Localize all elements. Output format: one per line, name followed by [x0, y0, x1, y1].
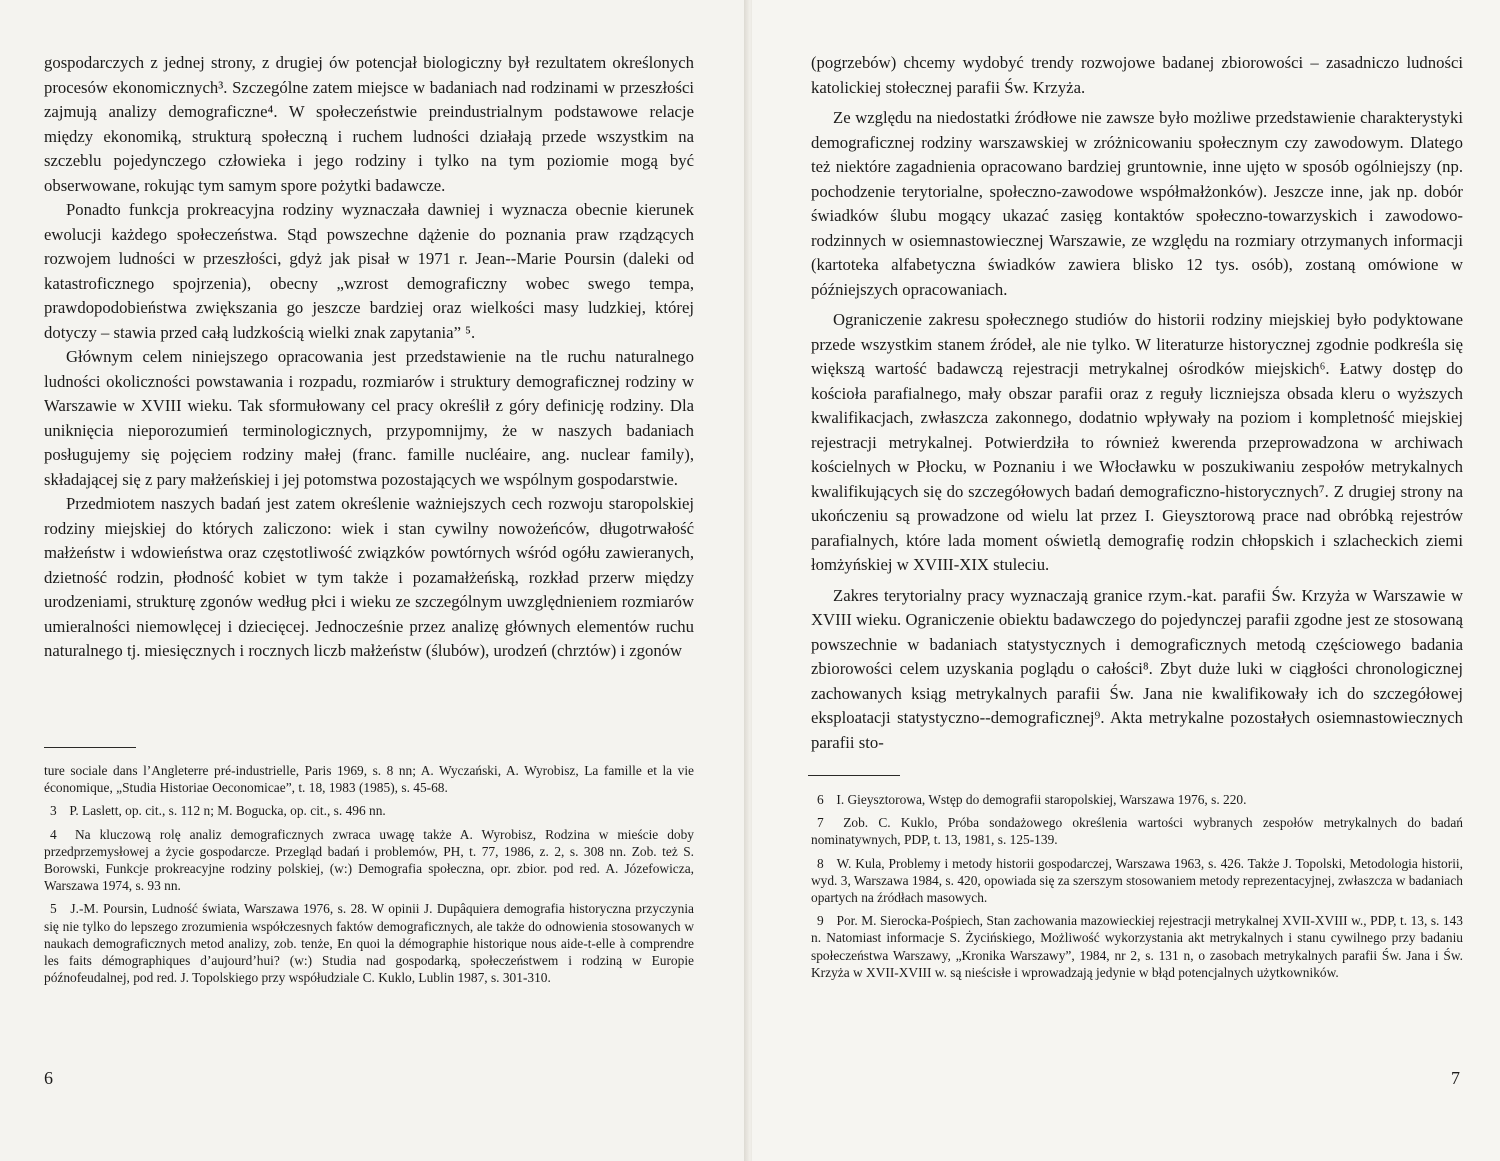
paragraph: gospodarczych z jednej strony, z drugiej ów potencjał biologiczny był rezultatem określonych procesów ekonomicznych³. Szczególne zatem miejsce w badaniach nad rodzinami w przeszłości zajmują analizy demograficzne⁴. W społeczeństwie preindustrialnym podstawowe relacje między ekonomiką, strukturą społeczną i ruchem ludności działają przede wszystkim na szczeblu pojedynczego człowieka i jego rodziny i tylko na tym poziomie mogą być obserwowane, rokując tym samym spore pożytki badawcze.	[44, 53, 694, 195]
footnote	[811, 912, 1463, 981]
right-main-text	[811, 51, 1463, 755]
paragraph: Ponadto funkcja prokreacyjna rodziny wyznaczała dawniej i wyznacza obecnie kierunek ewolucji każdego społeczeństwa. Stąd powszechne dążenie do poznania praw rządzących rozwojem ludności w przeszłości, gdyż jak pisał w 1971 r. Jean--Marie Poursin (daleki od katastroficznego spojrzenia), obecny „wzrost demograficzny wobec swego tempa, prawdopodobieństwa zwiększania go jeszcze bardziej oraz wielkości masy ludzkiej, której dotyczy – stawia przed całą ludzkością wielki znak zapytania” ⁵.	[44, 200, 694, 342]
footnote-text: Na kluczową rolę analiz demograficznych zwraca uwagę także A. Wyrobisz, Rodzina w mieście doby przedprzemysłowej a życie gospodarcze. Przegląd badań i problemów, PH, t. 77, 1986, z. 2, s. 308 nn. Zob. też S. Borowski, Funkcje prokreacyjne rodziny polskiej, (w:) Demografia społeczna, opr. zbior. pod red. A. Józefowicza, Warszawa 1974, s. 93 nn.	[44, 826, 694, 894]
footnote-number: 3	[50, 803, 57, 819]
footnote-number: 9	[817, 913, 824, 929]
footnote	[811, 814, 1463, 848]
paragraph: Zakres terytorialny pracy wyznaczają granice rzym.-kat. parafii Św. Krzyża w Warszawie w XVIII wieku. Ograniczenie obiektu badawczego do pojedynczej parafii zgodne jest ze stosowaną powszechnie w badaniach statystycznych i demograficznych metodą częściowego badania zbiorowości celem uzyskania poglądu o całości⁸. Zbyt duże luki w ciągłości chronologicznej zachowanych ksiąg metrykalnych parafii Św. Jana nie kwalifikowały ich do szczegółowej eksploatacji statystyczno--demograficznej⁹. Akta metrykalne pozostałych osiemnastowiecznych parafii sto-	[811, 585, 1463, 752]
footnote	[44, 762, 694, 796]
footnote-text: W. Kula, Problemy i metody historii gospodarczej, Warszawa 1963, s. 426. Także J. Topolski, Metodologia historii, wyd. 3, Warszawa 1984, s. 420, opowiada się za szerszym stosowaniem metody reprezentacyjnej, zwłaszcza w badaniach opartych na źródłach masowych.	[811, 855, 1463, 906]
paragraph: Przedmiotem naszych badań jest zatem określenie ważniejszych cech rozwoju staropolskiej rodziny miejskiej do których zaliczono: wiek i stan cywilny nowożeńców, długotrwałość małżeństw i wdowieństwa oraz częstotliwość związków powtórnych wśród ogółu zawieranych, dzietność rodzin, płodność kobiet w tym także i pozamałżeńską, rozkład przerw między urodzeniami, strukturę zgonów według płci i wieku ze szczególnym uwzględnieniem rozmiarów umieralności niemowlęcej i dziecięcej. Jednocześnie przez analizę głównych elementów ruchu naturalnego tj. miesięcznych i rocznych liczb małżeństw (ślubów), urodzeń (chrztów) i zgonów	[44, 494, 694, 660]
footnote-number: 5	[50, 901, 57, 917]
page-number: 7	[1451, 1068, 1460, 1088]
footnote-text: I. Gieysztorowa, Wstęp do demografii staropolskiej, Warszawa 1976, s. 220.	[836, 792, 1247, 807]
left-page	[0, 0, 748, 1161]
footnote-separator	[44, 747, 136, 748]
footnote-number: 4	[50, 826, 57, 842]
paragraph: Ze względu na niedostatki źródłowe nie zawsze było możliwe przedstawienie charakterystyki demograficznej rodziny warszawskiej w zróżnicowaniu społecznym czy zawodowym. Dlatego też niektóre zagadnienia opracowano bardziej gruntownie, inne ujęto w sposób ogólniejszy (np. pochodzenie terytorialne, społeczno-zawodowe współmałżonków). Jeszcze inne, jak np. dobór świadków ślubu mogący ukazać zasięg kontaktów społeczno-towarzyskich i zawodowo-rodzinnych w osiemnastowiecznej Warszawie, ze względu na rozmiary otrzymanych informacji (kartoteka alfabetyczna świadków zawiera blisko 12 tys. osób), zostaną omówione w późniejszych opracowaniach.	[811, 108, 1463, 299]
footnote	[811, 855, 1463, 907]
footnote-number: 6	[817, 792, 824, 807]
page-number: 6	[44, 1068, 53, 1088]
footnote	[44, 802, 694, 819]
paragraph: Głównym celem niniejszego opracowania jest przedstawienie na tle ruchu naturalnego ludności okoliczności powstawania i rozpadu, rozmiarów i struktury demograficznej rodziny w Warszawie w XVIII wieku. Tak sformułowany cel pracy określił z góry definicję rodziny. Dla uniknięcia nieporozumień terminologicznych, przypomnijmy, że w naszych badaniach posługujemy się pojęciem rodziny małej (franc. famille nucléaire, ang. nuclear family), składającej się z pary małżeńskiej i jej potomstwa pozostających we wspólnym gospodarstwie.	[44, 347, 694, 489]
footnote-text: Por. M. Sierocka-Pośpiech, Stan zachowania mazowieckiej rejestracji metrykalnej XVII-XVIII w., PDP, t. 13, s. 143 n. Natomiast informacje S. Życińskiego, Możliwość wykorzystania akt metrykalnych i stanu cywilnego przy badaniu społeczeństwa Warszawy, „Kronika Warszawy”, 1984, nr 2, s. 131 n, o zasobach metrykalnych parafii Św. Jana i Św. Krzyża w XVII-XVIII w. są nieścisłe i wprowadzają jedynie w błąd potencjalnych użytkowników.	[811, 913, 1463, 980]
right-footnotes	[811, 791, 1463, 987]
footnote-number: 8	[817, 855, 824, 871]
paragraph: Ograniczenie zakresu społecznego studiów do historii rodziny miejskiej było podyktowane przede wszystkim stanem źródeł, ale nie tylko. W literaturze historycznej zgodnie podkreśla się większą wartość badawczą rejestracji metrykalnej ośrodków miejskich⁶. Łatwy dostęp do kościoła parafialnego, mały obszar parafii oraz z reguły liczniejsza obsada kleru o wyższych kwalifikacjach, zwłaszcza zakonnego, dodatnio wpływały na poziom i kompletność miejskiej rejestracji metrykalnej. Potwierdziła to również kwerenda przeprowadzona w archiwach kościelnych w Płocku, w Poznaniu i we Włocławku w poszukiwaniu zespołów metrykalnych kwalifikujących się do szczegółowych badań demograficzno-historycznych⁷. Z drugiej strony na ukończeniu są prowadzone od wielu lat przez I. Gieysztorową prace nad obróbką rejestrów parafialnych, które lada moment oświetlą demografię rodzin chłopskich i szlacheckich ziemi łomżyńskiej w XVIII-XIX stuleciu.	[811, 310, 1463, 574]
footnote-separator	[808, 775, 900, 776]
footnote-text: Zob. C. Kuklo, Próba sondażowego określenia wartości wybranych zespołów metrykalnych do badań nominatywnych, PDP, t. 13, 1981, s. 125-139.	[811, 815, 1463, 848]
footnote-text: ture sociale dans l’Angleterre pré-industrielle, Paris 1969, s. 8 nn; A. Wyczański, A. Wyrobisz, La famille et la vie économique, „Studia Historiae Oeconomicae”, t. 18, 1983 (1985), s. 45-68.	[44, 763, 694, 796]
footnote-number: 7	[817, 815, 824, 831]
footnote-text: P. Laslett, op. cit., s. 112 n; M. Bogucka, op. cit., s. 496 nn.	[69, 803, 386, 819]
footnote	[44, 826, 694, 895]
paragraph: (pogrzebów) chcemy wydobyć trendy rozwojowe badanej zbiorowości – zasadniczo ludności katolickiej stołecznej parafii Św. Krzyża.	[811, 53, 1463, 97]
left-main-text	[44, 51, 694, 664]
left-footnotes	[44, 762, 694, 992]
footnote-text: J.-M. Poursin, Ludność świata, Warszawa 1976, s. 28. W opinii J. Dupâquiera demografia historyczna przyczynia się nie tylko do lepszego zrozumienia współczesnych faktów demograficznych, ale także do odnowienia stosowanych w naukach demograficznych metod analizy, zob. tenże, En quoi la démographie historique nous aide-t-elle à comprendre les faits démographiques d’aujourd’hui? (w:) Studia nad gospodarką, społeczeństwem i rodziną w Europie późnofeudalnej, pod red. J. Topolskiego przy współudziale C. Kuklo, Lublin 1987, s. 301-310.	[44, 901, 694, 986]
footnote	[811, 791, 1463, 808]
right-page	[752, 0, 1500, 1161]
footnote	[44, 900, 694, 986]
